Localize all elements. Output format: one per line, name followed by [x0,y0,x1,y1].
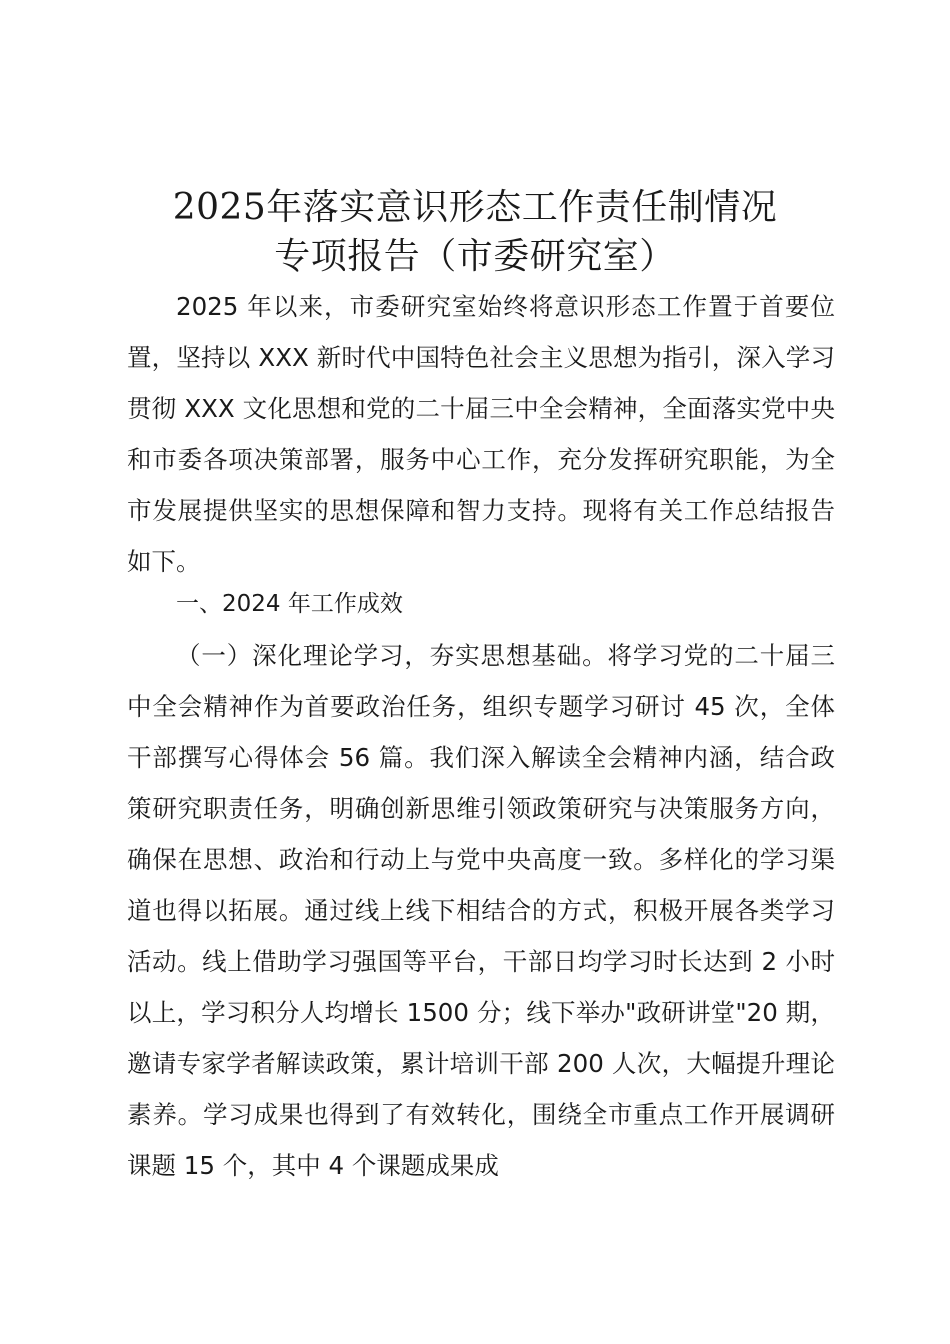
section-heading: 一、2024 年工作成效 [176,591,403,617]
document-title-line-1: 2025年落实意识形态工作责任制情况 [172,187,778,228]
document-title-line-2: 专项报告（市委研究室） [274,236,676,277]
section-paragraph: （一）深化理论学习，夯实思想基础。将学习党的二十届三中全会精神作为首要政治任务，组织专题学习研讨 45 次，全体干部撰写心得体会 56 篇。我们深入解读全会精神内涵，结合政策研究职责任务，明确创新思维引领政策研究与决策服务方向，确保在思想、政治和行动上与党中央高度一致。多样化的学习渠道也得以拓展。通过线上线下相结合的方式，积极开展各类学习活动。线上借助学习强国等平台，干部日均学习时长达到 2 小时以上，学习积分人均增长 1500 分；线下举办"政研讲堂"20 期，邀请专家学者解读政策，累计培训干部 200 人次，大幅提升理论素养。学习成果也得到了有效转化，围绕全市重点工作开展调研课题 15 个，其中 4 个课题成果成 [127,641,835,1180]
intro-paragraph: 2025 年以来，市委研究室始终将意识形态工作置于首要位置，坚持以 XXX 新时代中国特色社会主义思想为指引，深入学习贯彻 XXX 文化思想和党的二十届三中全会精神，全面落实党中央和市委各项决策部署，服务中心工作，充分发挥研究职能，为全市发展提供坚实的思想保障和智力支持。现将有关工作总结报告如下。 [127,292,835,576]
